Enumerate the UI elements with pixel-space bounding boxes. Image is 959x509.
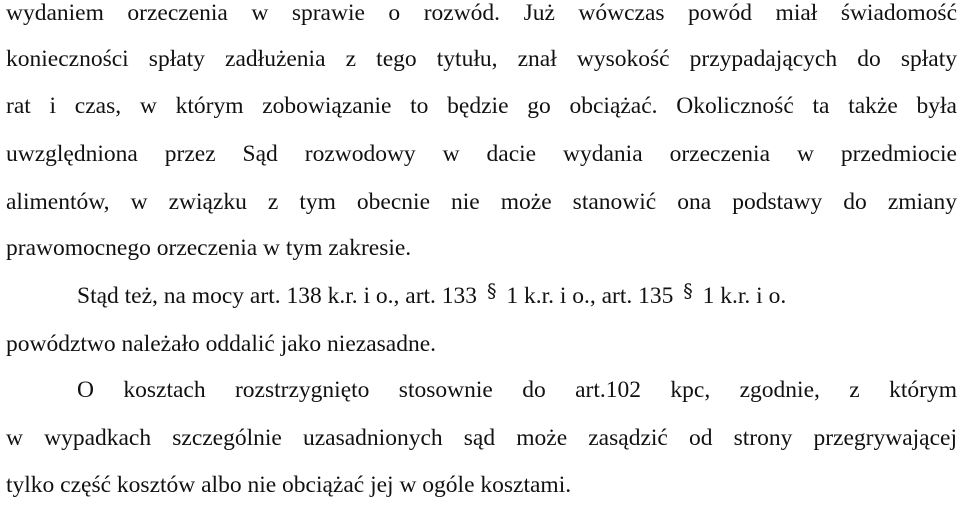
text-line: O kosztach rozstrzygnięto stosownie do art.102 kpc, zgodnie, z którym bbox=[77, 377, 957, 403]
text-line: uwzględniona przez Sąd rozwodowy w dacie wydania orzeczenia w przedmiocie bbox=[6, 141, 957, 167]
text-line: powództwo należało oddalić jako niezasadne. bbox=[6, 331, 437, 357]
text-line: wydaniem orzeczenia w sprawie o rozwód. Już wówczas powód miał świadomość bbox=[6, 0, 957, 26]
text-line: prawomocnego orzeczenia w tym zakresie. bbox=[6, 235, 412, 261]
text-line: rat i czas, w którym zobowiązanie to będzie go obciążać. Okoliczność ta także była bbox=[6, 93, 957, 119]
section-sign: § bbox=[683, 280, 693, 302]
legal-basis-line bbox=[77, 272, 957, 320]
section-sign: § bbox=[486, 280, 497, 302]
legal-basis-part: 1 k.r. i o. bbox=[702, 283, 787, 309]
text-line: alimentów, w związku z tym obecnie nie może stanowić ona podstawy do zmiany bbox=[6, 189, 957, 215]
text-line: w wypadkach szczególnie uzasadnionych sąd może zasądzić od strony przegrywającej bbox=[6, 425, 957, 451]
legal-basis-part: 1 k.r. i o., art. 135 bbox=[506, 283, 674, 309]
text-line: konieczności spłaty zadłużenia z tego tytułu, znał wysokość przypadających do spłaty bbox=[6, 46, 957, 72]
text-line: tylko część kosztów albo nie obciążać jej w ogóle kosztami. bbox=[6, 472, 572, 498]
legal-basis-part: Stąd też, na mocy art. 138 k.r. i o., art. 133 bbox=[77, 283, 478, 309]
